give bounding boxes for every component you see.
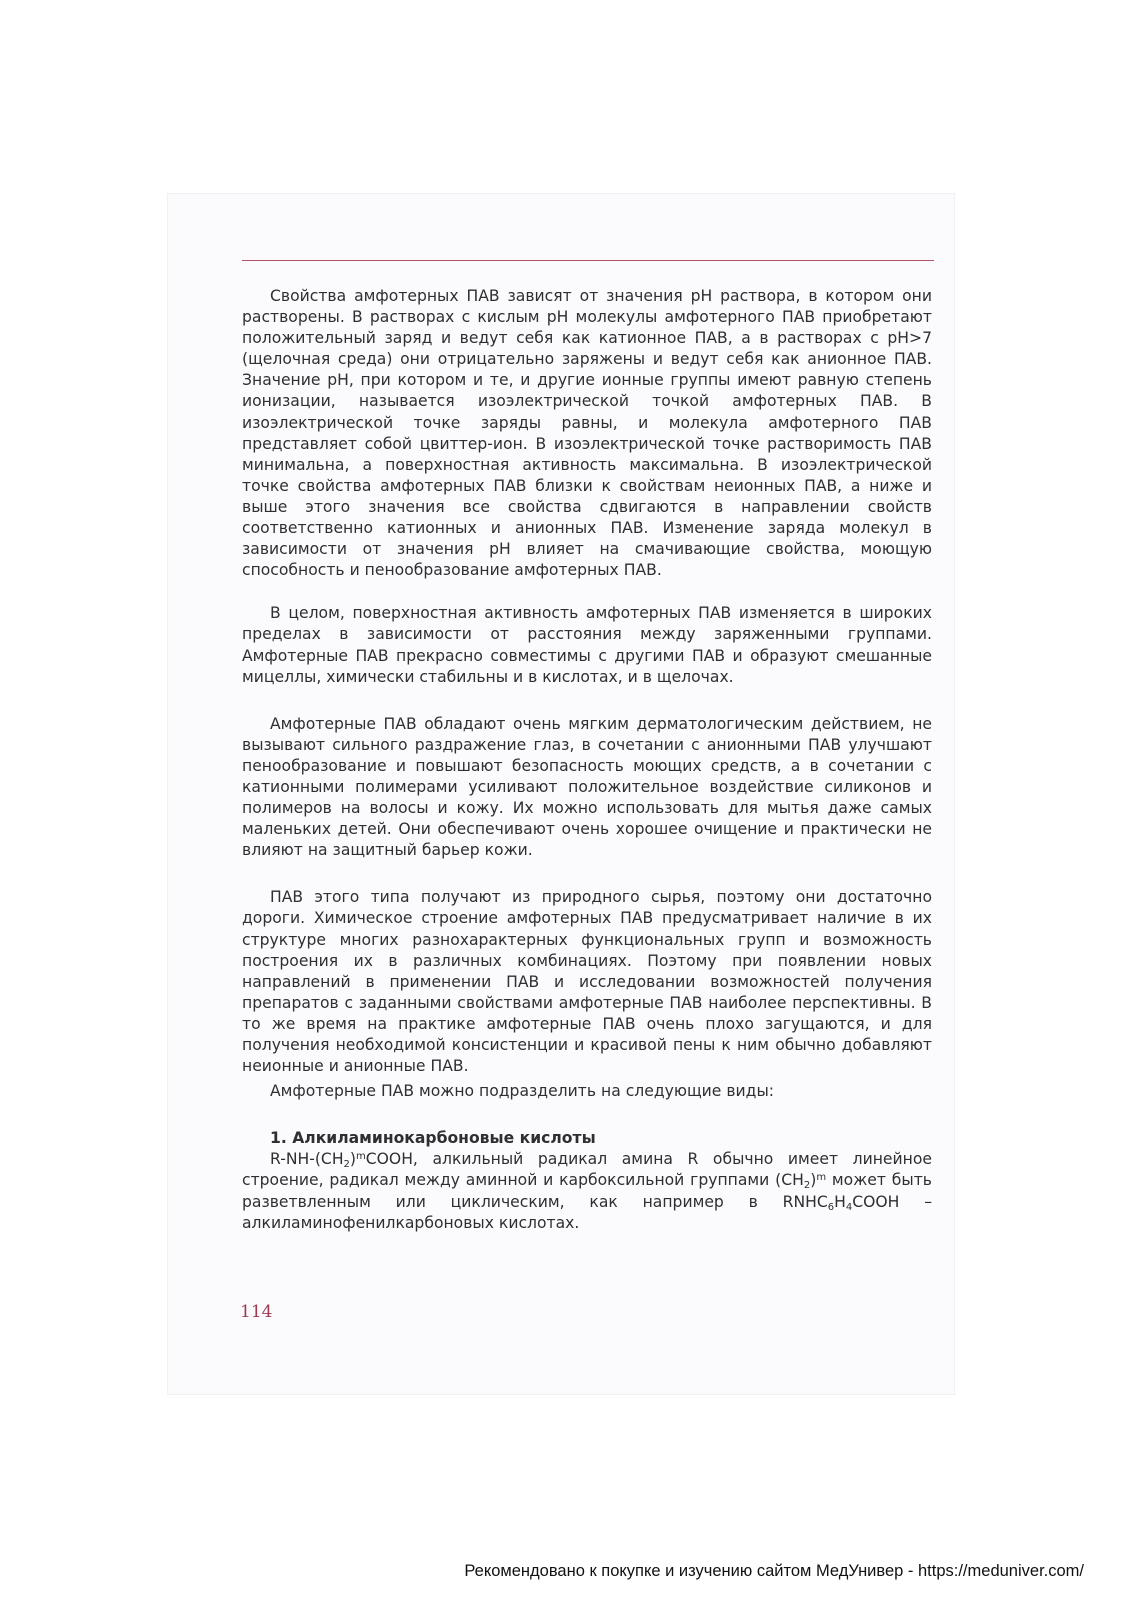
page-number: 114 (240, 1302, 273, 1322)
formula-text: ) (349, 1150, 357, 1169)
formula-subscript: 4 (845, 1201, 853, 1213)
body-text (242, 286, 932, 1234)
footer-recommendation: Рекомендовано к покупке и изучению сайтом МедУнивер - https://meduniver.com/ (464, 1562, 1084, 1580)
paragraph-3: Амфотерные ПАВ обладают очень мягким дерматологическим действием, не вызывают сильного раздражение глаз, в сочетании с анионными ПАВ улучшают пенообразование и повышают безопасность моющих средств, а в сочетании с катионными полимерами усиливают положительное воздействие силиконов и полимеров на волосы и кожу. Их можно использовать для мытья даже самых маленьких детей. Они обеспечивают очень хорошее очищение и практически не влияют на защитный барьер кожи. (242, 714, 932, 860)
book-page (168, 194, 954, 1394)
formula-superscript: m (816, 1172, 827, 1184)
formula-text: ) (810, 1171, 817, 1190)
paragraph-2: В целом, поверхностная активность амфотерных ПАВ изменяется в широких пределах в зависимости от расстояния между заряженными группами. Амфотерные ПАВ прекрасно совместимы с другими ПАВ и образуют смешанные мицеллы, химически стабильны и в кислотах, и в щелочах. (242, 604, 932, 686)
formula-subscript: 2 (343, 1159, 350, 1171)
formula-superscript: m (356, 1151, 366, 1163)
section-title: 1. Алкиламинокарбоновые кислоты (270, 1129, 596, 1148)
paragraph-4: ПАВ этого типа получают из природного сырья, поэтому они достаточно дороги. Химическое строение амфотерных ПАВ предусматривает наличие в их структуре многих разнохарактерных функциональных групп и возможность построения их в различных комбинациях. Поэтому при появлении новых направлений в применении ПАВ и исследовании возможностей получения препаратов с заданными свойствами амфотерные ПАВ наиболее перспективны. В то же время на практике амфотерные ПАВ очень плохо загущаются, и для получения необходимой консистенции и красивой пены к ним обычно добавляют неионные и анионные ПАВ. (242, 888, 932, 1076)
formula-subscript: 2 (803, 1180, 811, 1192)
formula-text: H (834, 1192, 846, 1211)
formula-text: R-NH-(CH (270, 1150, 344, 1169)
paragraph-5: Амфотерные ПАВ можно подразделить на следующие виды: (270, 1082, 775, 1101)
paragraph-1: Свойства амфотерных ПАВ зависят от значения pH раствора, в котором они растворены. В растворах с кислым pH молекулы амфотерного ПАВ приобретают положительный заряд и ведут себя как катионное ПАВ, а в растворах с pH>7 (щелочная среда) они отрицательно заряжены и ведут себя как анионное ПАВ. Значение pH, при котором и те, и другие ионные группы имеют равную степень ионизации, называется изоэлектрической точкой амфотерных ПАВ. В изоэлектрической точке заряды равны, и молекула амфотерного ПАВ представляет собой цвиттер-ион. В изоэлектрической точке растворимость ПАВ минимальна, а поверхностная активность максимальна. В изоэлектрической точке свойства амфотерных ПАВ близки к свойствам неионных ПАВ, а ниже и выше этого значения все свойства сдвигаются в направлении свойств соответственно катионных и анионных ПАВ. Изменение заряда молекул в зависимости от значения pH влияет на смачивающие свойства, моющую способность и пенообразование амфотерных ПАВ. (242, 287, 932, 580)
formula-text: COOH – алкиламинофенилкарбоновых кислотах. (242, 1192, 932, 1232)
header-rule (242, 260, 934, 261)
formula-paragraph (242, 1149, 932, 1233)
formula-subscript: 6 (827, 1201, 835, 1213)
formula-text: может быть разветвленным или циклическим, как например в RNHC (242, 1171, 932, 1211)
formula-text: COOH, алкильный радикал амина R обычно имеет линейное строение, радикал между аминной и карбоксильной группами (CH (242, 1150, 932, 1190)
